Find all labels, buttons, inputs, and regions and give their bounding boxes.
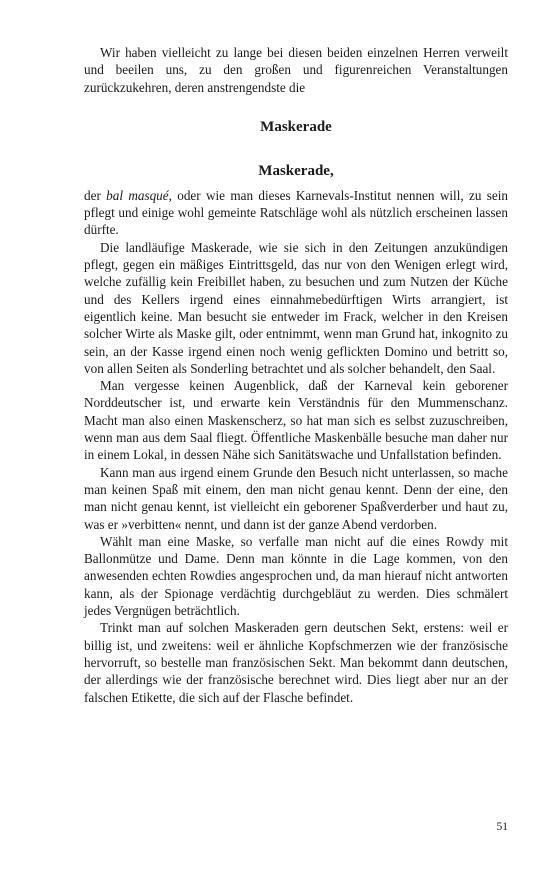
paragraph-3: Man vergesse keinen Augenblick, daß der Karneval kein geborener Norddeutscher ist, und erwarte kein Verständnis für den Mummenschanz. Macht man also einen Maskenscherz, so hat man sich es selbst zuzuschreiben, wenn man aus dem Saal fliegt. Öffentliche Maskenbälle besuche man daher nur in einem Lokal, in dessen Nähe sich Sanitätswache und Unfallstation befinden. — [84, 378, 508, 463]
paragraph-1 — [84, 187, 508, 239]
paragraph-4: Kann man aus irgend einem Grunde den Besuch nicht unterlassen, so mache man keinen Spaß mit einem, den man nicht genau kennt. Denn der eine, den man nicht genau kennt, ist vielleicht ein geborener Spaßverderber und haut zu, was er »verbitten« nennt, und dann ist der ganze Abend verdorben. — [84, 464, 508, 532]
paragraph-2: Die landläufige Maskerade, wie sie sich in den Zeitungen anzukündigen pflegt, gegen ein mäßiges Eintrittsgeld, das nur von den Wenigen erlegt wird, welche zufällig kein Freibillet haben, zu besuchen und zum Nutzen der Küche und des Kellers irgend eines einnahmebedürftigen Wirts arrangiert, ist eigentlich keine. Man besucht sie entweder im Frack, welcher in den Kreisen solcher Wirte als Maske gilt, oder entnimmt, wenn man Grund hat, inkognito zu sein, an der Kasse irgend einen noch wenig geflickten Domino und betritt so, von allen Seiten als Sonderling betrachtet und als solcher behandelt, den Saal. — [84, 239, 508, 376]
paragraph-1-rest: oder wie man dieses Karnevals-Institut nennen will, zu sein pflegt und einige wohl gemeinte Ratschläge wohl als nützlich erscheinen lassen dürfte. — [84, 187, 508, 238]
paragraph-1-lead: der — [84, 187, 107, 203]
intro-paragraph: Wir haben vielleicht zu lange bei diesen beiden einzelnen Herren verweilt und beeilen uns, zu den großen und figurenreichen Veranstaltungen zurückzukehren, deren anstrengendste die — [84, 45, 508, 95]
page-body — [84, 44, 508, 706]
paragraph-6: Trinkt man auf solchen Maskeraden gern deutschen Sekt, erstens: weil er billig ist, und zweitens: weil er ähnliche Kopfschmerzen wie der französische hervorruft, so bestelle man französischen Sekt. Man bekommt dann deutschen, der allerdings wie der französische berechnet wird. Dies liegt aber nur an der falschen Etikette, die sich auf der Flasche befindet. — [84, 620, 508, 705]
paragraph-5: Wählt man eine Maske, so verfalle man nicht auf die eines Rowdy mit Ballonmütze und Dame. Denn man könnte in die Lage kommen, von den anwesenden echten Rowdies angesprochen und, da man hierauf nicht antworten kann, als der Spionage verdächtig durchgebläut zu werden. Dies schmälert jedes Vergnügen beträchtlich. — [84, 533, 508, 619]
paragraph-1-italic: bal masqué, — [106, 187, 172, 203]
running-heading: Maskerade, — [258, 162, 334, 179]
page-number: 51 — [496, 821, 508, 833]
section-heading: Maskerade — [260, 118, 332, 135]
